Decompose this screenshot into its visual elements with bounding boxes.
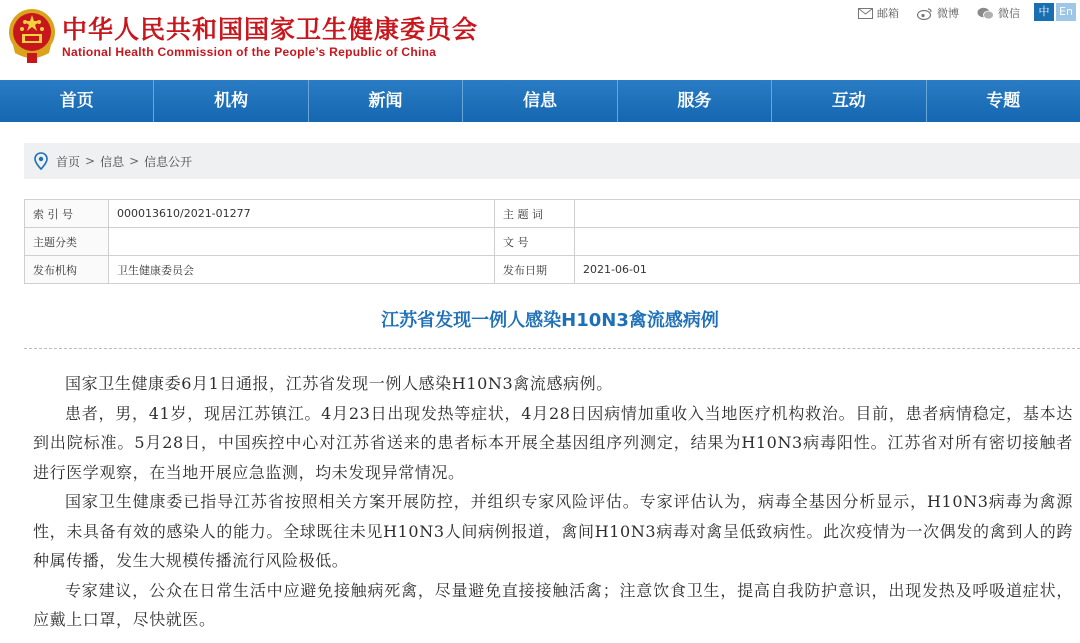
nav-news[interactable]: 新闻 [309, 80, 463, 122]
meta-value-index: 000013610/2021-01277 [109, 200, 495, 228]
breadcrumb-information[interactable]: 信息 [100, 154, 125, 169]
top-links [858, 4, 1020, 22]
nav-information[interactable]: 信息 [463, 80, 617, 122]
site-title[interactable]: 中华人民共和国国家卫生健康委员会 [62, 15, 479, 44]
article-paragraph: 国家卫生健康委已指导江苏省按照相关方案开展防控，并组织专家风险评估。专家评估认为，病毒全基因分析显示，H10N3病毒为禽源性，未具备有效的感染人的能力。全球既往未见H10N3人间病例报道，禽间H10N3病毒对禽呈低致病性。此次疫情为一次偶发的禽到人的跨种属传播，发生大规模传播流行风险极低。 [33, 492, 1073, 570]
meta-key-docnumber: 文 号 [495, 228, 575, 256]
meta-key-category: 主题分类 [25, 228, 109, 256]
article-title: 江苏省发现一例人感染H10N3禽流感病例 [381, 310, 719, 331]
mail-link[interactable] [858, 5, 899, 21]
breadcrumb-separator: > [85, 154, 96, 168]
nav-topics[interactable]: 专题 [986, 91, 1021, 111]
meta-value-category [109, 228, 495, 256]
meta-value-publisher: 卫生健康委员会 [109, 256, 495, 284]
main-nav [0, 80, 1080, 122]
breadcrumb-separator: > [129, 154, 140, 168]
article-paragraph: 患者，男，41岁，现居江苏镇江。4月23日出现发热等症状，4月28日因病情加重收入当地医疗机构救治。目前，患者病情稳定，基本达到出院标准。5月28日，中国疾控中心对江苏省送来的患者标本开展全基因组序列测定，结果为H10N3病毒阳性。江苏省对所有密切接触者进行医学观察，在当地开展应急监测，均未发现异常情况。 [33, 403, 1073, 482]
nav-home[interactable]: 首页 [0, 80, 154, 122]
nav-organization[interactable]: 机构 [154, 80, 308, 122]
weibo-icon [917, 7, 933, 20]
language-switch [1034, 3, 1076, 21]
breadcrumb-home[interactable]: 首页 [56, 154, 81, 169]
divider [24, 348, 1080, 349]
article-body [33, 369, 1073, 635]
weibo-link[interactable] [917, 5, 959, 21]
article-paragraph: 国家卫生健康委6月1日通报，江苏省发现一例人感染H10N3禽流感病例。 [65, 374, 613, 393]
mail-icon [858, 8, 873, 19]
meta-key-date: 发布日期 [495, 256, 575, 284]
breadcrumb-disclosure[interactable]: 信息公开 [144, 154, 193, 169]
meta-key-index: 索 引 号 [25, 200, 109, 228]
meta-key-keywords: 主 题 词 [495, 200, 575, 228]
meta-key-publisher: 发布机构 [25, 256, 109, 284]
location-pin-icon [34, 152, 48, 170]
site-header [0, 0, 1080, 80]
mail-label: 邮箱 [877, 7, 899, 20]
lang-en-button[interactable]: En [1056, 3, 1076, 21]
table-row [25, 256, 1080, 284]
nav-services[interactable]: 服务 [618, 80, 772, 122]
meta-value-date: 2021-06-01 [575, 256, 1080, 284]
breadcrumb [24, 143, 1080, 179]
wechat-icon [977, 7, 994, 20]
document-meta-table [24, 199, 1080, 284]
nav-interaction[interactable]: 互动 [772, 80, 926, 122]
weibo-label: 微博 [937, 7, 959, 20]
table-row [25, 200, 1080, 228]
national-emblem-icon[interactable] [7, 7, 57, 65]
table-row [25, 228, 1080, 256]
wechat-label: 微信 [998, 7, 1020, 20]
meta-value-keywords [575, 200, 1080, 228]
article-paragraph: 专家建议，公众在日常生活中应避免接触病死禽，尽量避免直接接触活禽；注意饮食卫生，提高自我防护意识，出现发热及呼吸道症状，应戴上口罩，尽快就医。 [33, 580, 1073, 629]
meta-value-docnumber [575, 228, 1080, 256]
site-subtitle: National Health Commission of the People’s Republic of China [62, 45, 437, 59]
wechat-link[interactable] [977, 5, 1020, 21]
lang-zh-button[interactable]: 中 [1034, 3, 1054, 21]
